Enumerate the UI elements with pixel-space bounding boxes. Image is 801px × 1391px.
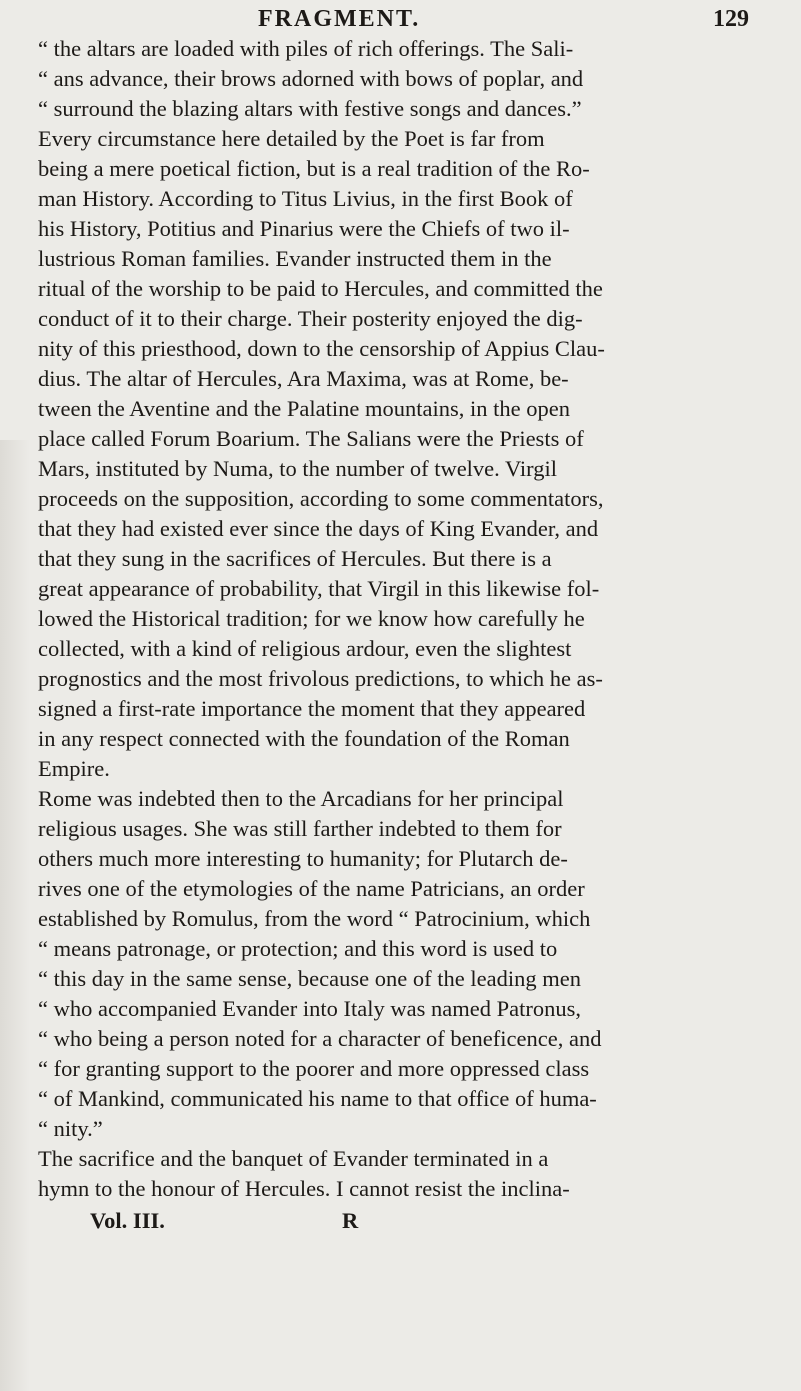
text-line: Mars, instituted by Numa, to the number of twelve. Virgil: [38, 456, 557, 481]
text-line: great appearance of probability, that Virgil in this likewise fol-: [38, 576, 600, 601]
page-footer: [0, 1206, 801, 1238]
text-line: tween the Aventine and the Palatine mountains, in the open: [38, 396, 570, 421]
text-line: being a mere poetical fiction, but is a real tradition of the Ro-: [38, 156, 590, 181]
text-line: dius. The altar of Hercules, Ara Maxima, was at Rome, be-: [38, 366, 569, 391]
volume-label: Vol. III.: [90, 1208, 165, 1233]
text-line: signed a first-rate importance the moment that they appeared: [38, 696, 586, 721]
text-line: “ the altars are loaded with piles of rich offerings. The Sali-: [38, 36, 574, 61]
text-line: proceeds on the supposition, according to some commentators,: [38, 486, 604, 511]
body-text: [38, 34, 752, 1204]
text-line: religious usages. She was still farther indebted to them for: [38, 816, 562, 841]
page-number: 129: [713, 6, 749, 32]
signature-mark: R: [342, 1208, 359, 1233]
text-line: nity of this priesthood, down to the censorship of Appius Clau-: [38, 336, 605, 361]
text-line: established by Romulus, from the word “ Patrocinium, which: [38, 906, 591, 931]
text-line: prognostics and the most frivolous predictions, to which he as-: [38, 666, 603, 691]
text-line: lowed the Historical tradition; for we know how carefully he: [38, 606, 585, 631]
text-line: ritual of the worship to be paid to Hercules, and committed the: [38, 276, 603, 301]
text-line: place called Forum Boarium. The Salians were the Priests of: [38, 426, 584, 451]
text-line: Empire.: [38, 756, 110, 781]
text-line: “ ans advance, their brows adorned with bows of poplar, and: [38, 66, 584, 91]
text-line: his History, Potitius and Pinarius were the Chiefs of two il-: [38, 216, 570, 241]
text-line: “ nity.”: [38, 1116, 103, 1141]
text-line: that they had existed ever since the days of King Evander, and: [38, 516, 599, 541]
text-line: man History. According to Titus Livius, in the first Book of: [38, 186, 573, 211]
text-line: collected, with a kind of religious ardour, even the slightest: [38, 636, 572, 661]
text-line: “ who accompanied Evander into Italy was named Patronus,: [38, 996, 581, 1021]
text-line: hymn to the honour of Hercules. I cannot resist the inclina-: [38, 1176, 570, 1201]
text-line: “ who being a person noted for a character of beneficence, and: [38, 1026, 602, 1051]
text-line: “ means patronage, or protection; and this word is used to: [38, 936, 558, 961]
text-line: in any respect connected with the foundation of the Roman: [38, 726, 570, 751]
page-header: [0, 4, 801, 36]
text-line: lustrious Roman families. Evander instructed them in the: [38, 246, 552, 271]
text-line: “ this day in the same sense, because one of the leading men: [38, 966, 581, 991]
text-line: others much more interesting to humanity; for Plutarch de-: [38, 846, 568, 871]
text-line: conduct of it to their charge. Their posterity enjoyed the dig-: [38, 306, 583, 331]
text-line: “ surround the blazing altars with festive songs and dances.”: [38, 96, 582, 121]
text-line: “ of Mankind, communicated his name to that office of huma-: [38, 1086, 597, 1111]
text-line: rives one of the etymologies of the name Patricians, an order: [38, 876, 585, 901]
text-line: Rome was indebted then to the Arcadians for her principal: [38, 786, 564, 811]
text-line: that they sung in the sacrifices of Hercules. But there is a: [38, 546, 552, 571]
gutter-shadow: [0, 440, 30, 1391]
text-line: The sacrifice and the banquet of Evander terminated in a: [38, 1146, 549, 1171]
text-line: Every circumstance here detailed by the Poet is far from: [38, 126, 545, 151]
running-title: FRAGMENT.: [258, 6, 421, 32]
text-line: “ for granting support to the poorer and more oppressed class: [38, 1056, 590, 1081]
